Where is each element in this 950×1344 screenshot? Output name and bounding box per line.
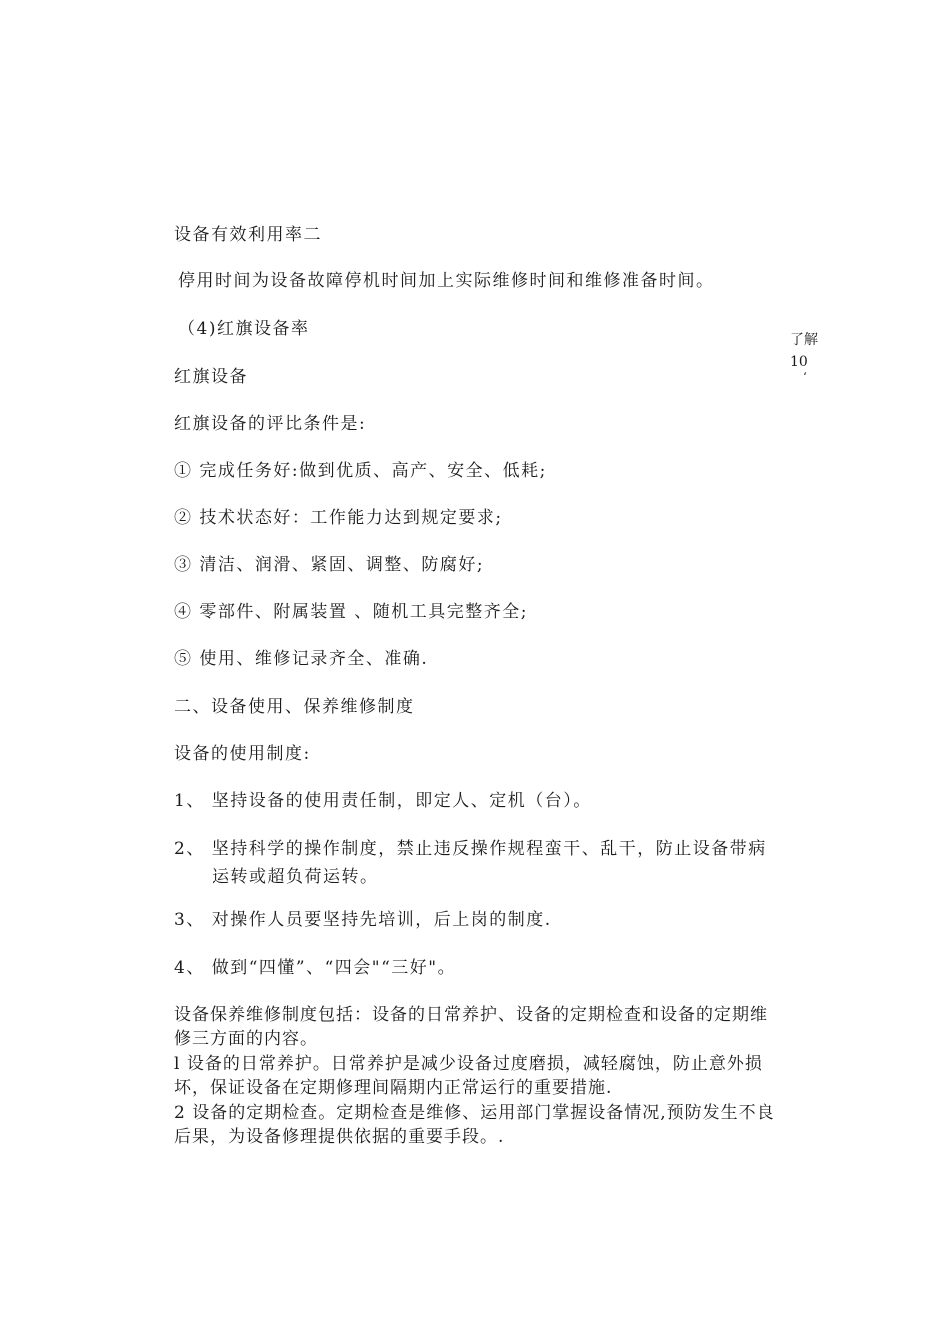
periodic-inspection-paragraph: 2 设备的定期检查。定期检查是维修、运用部门掌握设备情况,预防发生不良后果，为设备修理提供依据的重要手段。. [174, 1103, 775, 1147]
maintenance-system-paragraph: 设备保养维修制度包括：设备的日常养护、设备的定期检查和设备的定期维修三方面的内容。 [174, 1005, 768, 1049]
red-flag-equipment-title: 红旗设备 [174, 367, 248, 387]
usage-rule-2-continued: 运转或超负荷运转。 [212, 867, 379, 887]
criterion-3: ③ 清洁、润滑、紧固、调整、防腐好; [174, 555, 485, 575]
criterion-5: ⑤ 使用、维修记录齐全、准确. [174, 649, 429, 669]
heading-red-flag-rate: （4)红旗设备率 [178, 319, 310, 339]
margin-note-mark: ‘ [803, 370, 807, 384]
heading-equipment-utilization: 设备有效利用率二 [174, 225, 322, 245]
criteria-heading: 红旗设备的评比条件是: [174, 414, 367, 434]
margin-note-understand: 了解 [790, 332, 818, 348]
criterion-2: ② 技术状态好：工作能力达到规定要求; [174, 508, 503, 528]
downtime-definition: 停用时间为设备故障停机时间加上实际维修时间和维修准备时间。 [178, 271, 715, 291]
daily-maintenance-paragraph: l 设备的日常养护。日常养护是减少设备过度磨损，减轻腐蚀，防止意外损坏，保证设备在定期修理间隔期内正常运行的重要措施. [174, 1054, 763, 1098]
usage-rule-3: 3、 对操作人员要坚持先培训，后上岗的制度. [174, 910, 552, 930]
criterion-4: ④ 零部件、附属装置 、随机工具完整齐全; [174, 602, 529, 622]
usage-rule-2: 2、 坚持科学的操作制度，禁止违反操作规程蛮干、乱干，防止设备带病 [174, 839, 767, 859]
usage-rule-1: 1、 坚持设备的使用责任制，即定人、定机（台）。 [174, 791, 592, 811]
usage-rule-4: 4、 做到“四懂”、“四会"“三好"。 [174, 958, 457, 978]
usage-system-heading: 设备的使用制度: [174, 744, 311, 764]
section-2-heading: 二、设备使用、保养维修制度 [174, 697, 415, 717]
criterion-1: ① 完成任务好:做到优质、高产、安全、低耗; [174, 461, 547, 481]
margin-note-number: 10 [790, 354, 808, 370]
